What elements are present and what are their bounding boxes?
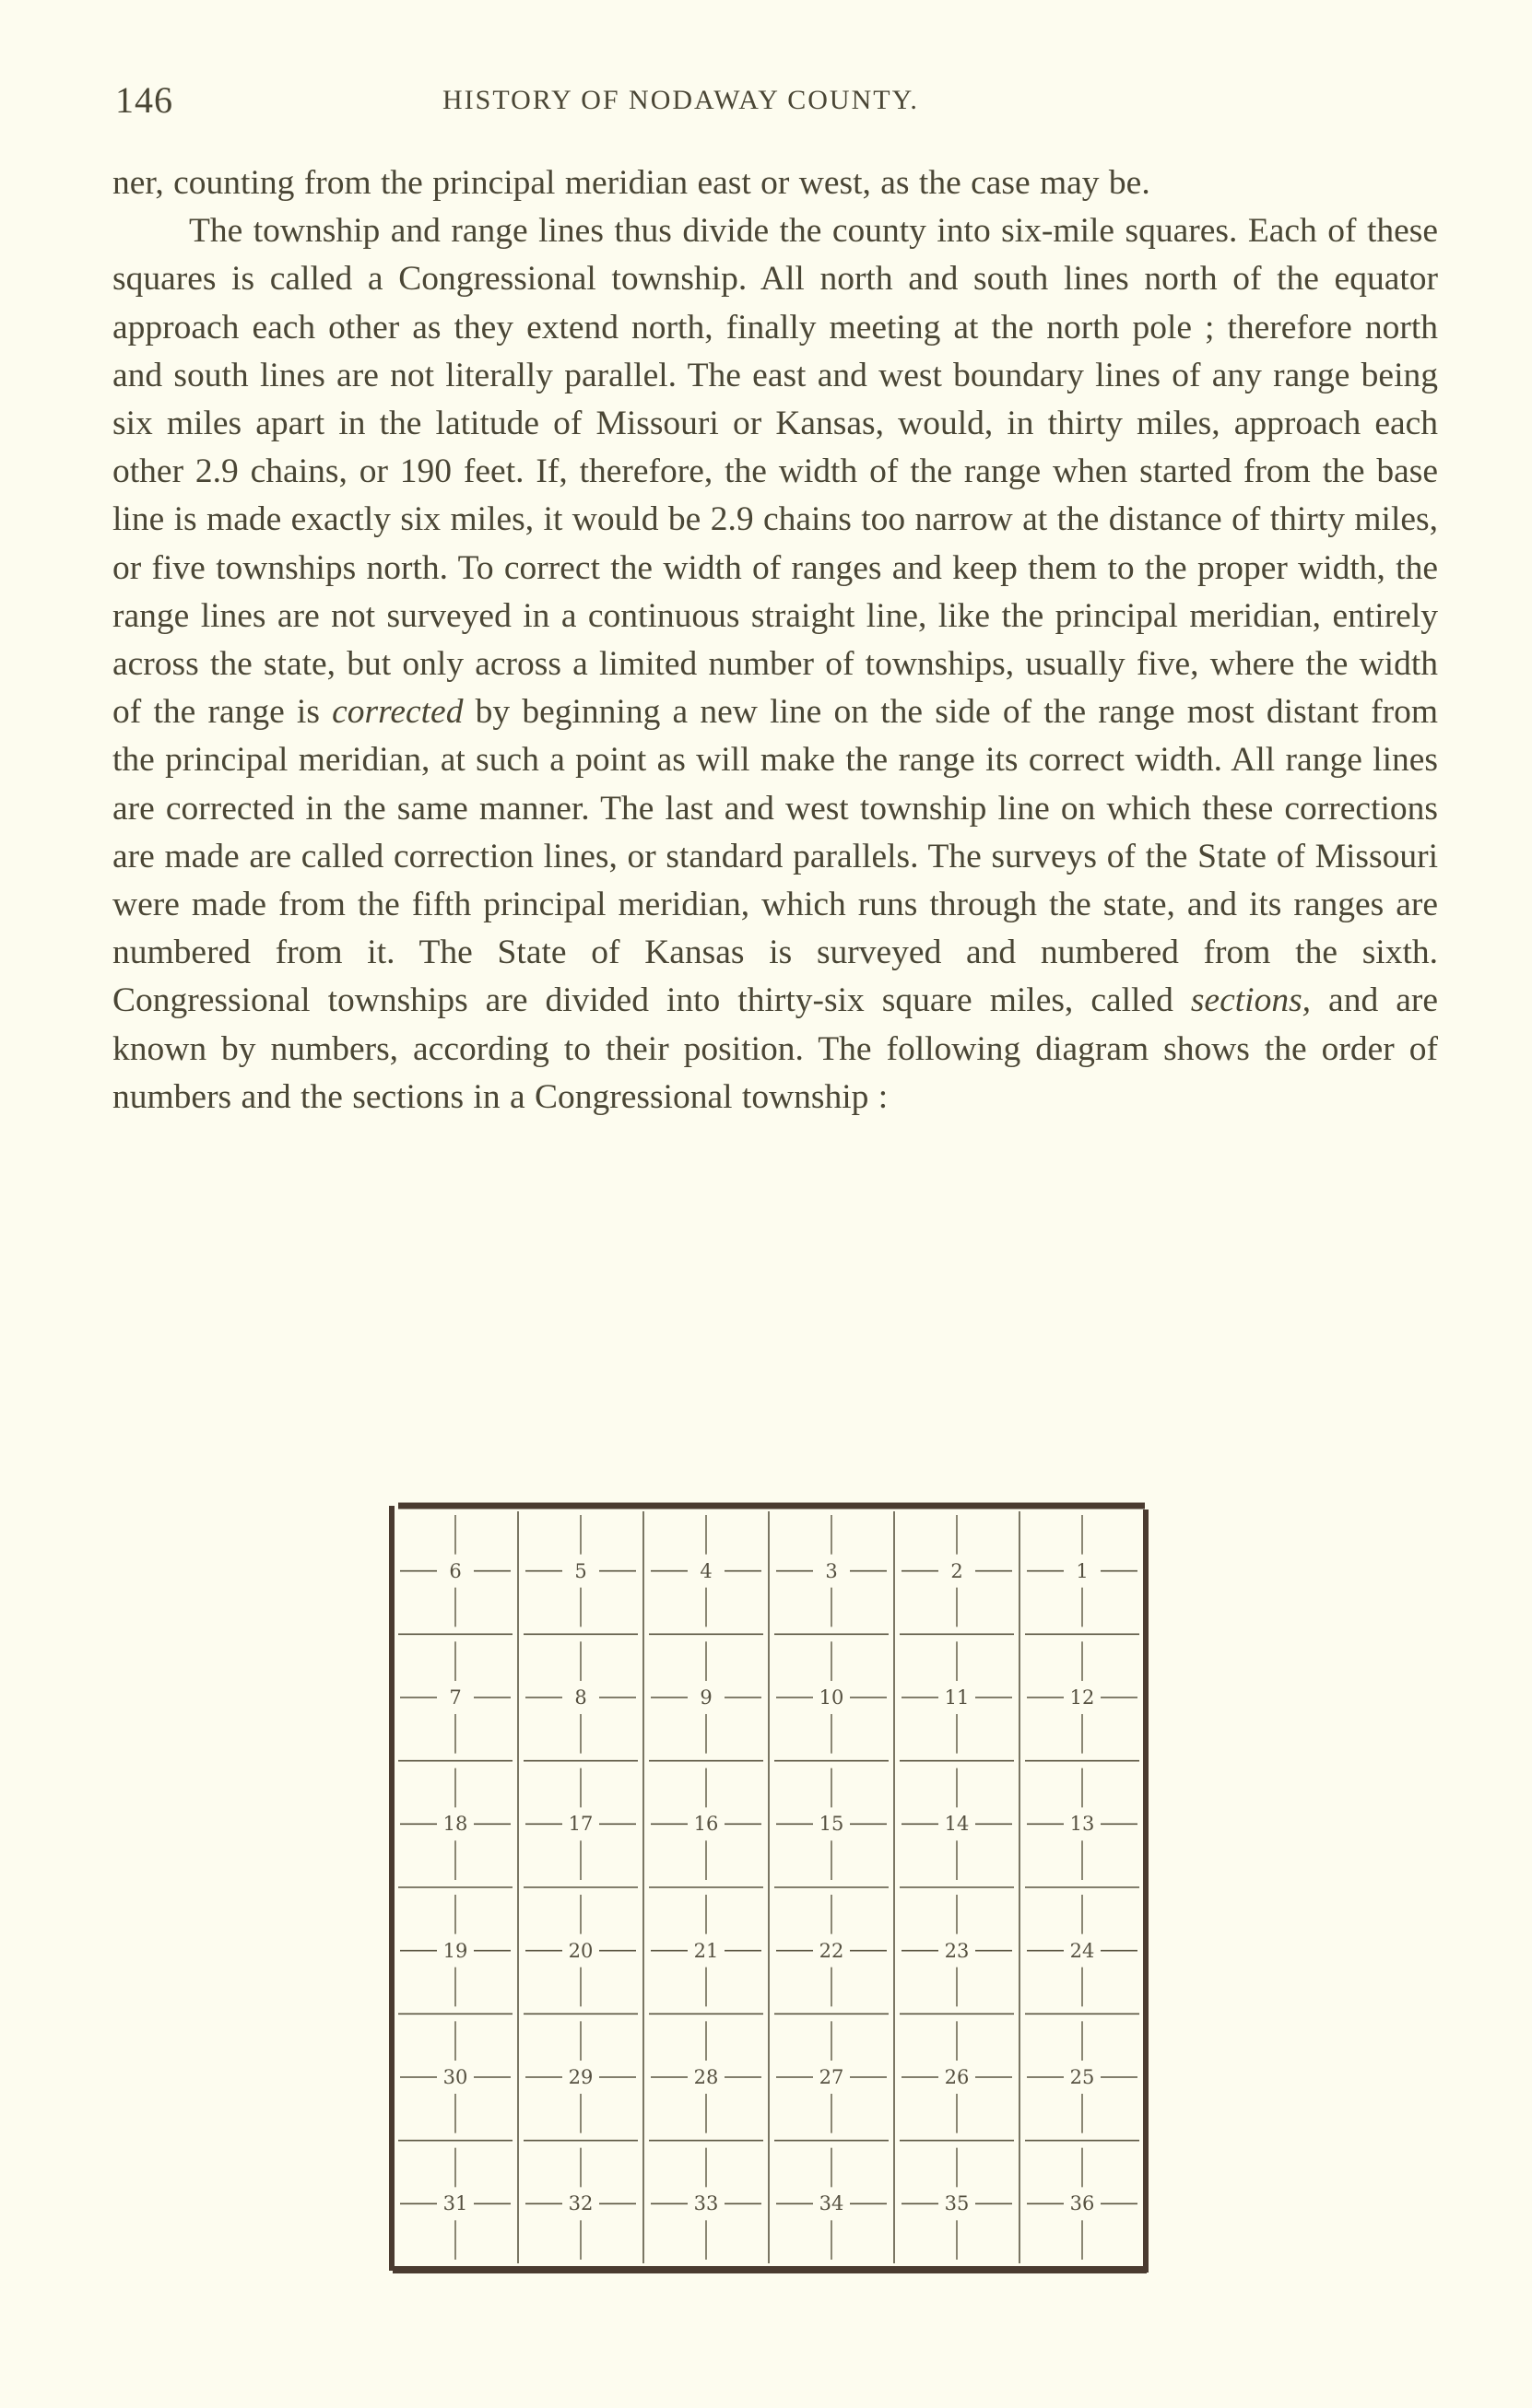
section-number: 8: [574, 1686, 587, 1709]
section-number: 22: [819, 1939, 844, 1962]
running-head: HISTORY OF NODAWAY COUNTY.: [442, 85, 919, 115]
section-number: 3: [825, 1559, 838, 1582]
section-number: 2: [950, 1559, 963, 1582]
township-section-diagram: [385, 1498, 1152, 2274]
section-number: 33: [693, 2192, 719, 2215]
section-number: 6: [449, 1559, 462, 1582]
section-number: 31: [442, 2192, 468, 2215]
section-number: 13: [1069, 1813, 1095, 1836]
section-number: 23: [944, 1939, 970, 1962]
section-number: 30: [442, 2066, 468, 2088]
italic-term-corrected: corrected: [332, 693, 464, 732]
section-number: 11: [944, 1686, 970, 1709]
section-number: 1: [1076, 1559, 1089, 1582]
section-number: 15: [819, 1813, 844, 1836]
section-number: 5: [574, 1559, 587, 1582]
section-number: 21: [693, 1939, 719, 1962]
section-number: 20: [568, 1939, 594, 1962]
section-number: 36: [1069, 2192, 1095, 2215]
paragraph-township-ranges: [112, 207, 1438, 1122]
section-number: 25: [1069, 2066, 1095, 2088]
text-run: The township and range lines thus divide the county into six-mile squares. Each of these squares is called a Congressional township. All north and south lines north of the equator approach each other as they extend north, finally meeting at the north pole ; therefore north and south lines are not literally parallel. The east and west boundary lines of any range being six miles apart in the latitude of Missouri or Kansas, would, in thirty miles, approach each other 2.9 chains, or 190 feet. If, therefore, the width of the range when started from the base line is made exactly six miles, it would be 2.9 chains too narrow at the distance of thirty miles, or five townships north. To correct the width of ranges and keep them to the proper width, the range lines are not surveyed in a continuous straight line, like the principal meridian, entirely across the state, but only across a limited number of townships, usually five, where the width of the range is: [112, 212, 1438, 732]
section-number: 14: [944, 1813, 970, 1836]
section-number: 7: [449, 1686, 462, 1709]
township-grid-lines: [385, 1498, 1152, 2274]
body-text: [112, 159, 1438, 1122]
section-number: 27: [819, 2066, 844, 2088]
section-number: 19: [442, 1939, 468, 1962]
section-number: 10: [819, 1686, 844, 1709]
section-number: 17: [568, 1813, 594, 1836]
section-number: 9: [700, 1686, 713, 1709]
italic-term-sections: sections,: [1190, 981, 1312, 1020]
section-number: 35: [944, 2192, 970, 2215]
section-number: 12: [1069, 1686, 1095, 1709]
page-number: 146: [115, 79, 173, 121]
section-number: 26: [944, 2066, 970, 2088]
section-number: 29: [568, 2066, 594, 2088]
section-number: 18: [442, 1813, 468, 1836]
section-number: 28: [693, 2066, 719, 2088]
text-run: and are known by numbers, according to their position. The following diagram shows the order of numbers and the sections in a Congressional township :: [112, 981, 1438, 1116]
section-number: 24: [1069, 1939, 1095, 1962]
paragraph-continuation: ner, counting from the principal meridian east or west, as the case may be.: [112, 164, 1150, 202]
text-run: by beginning a new line on the side of the range most distant from the principal meridian, at such a point as will make the range its correct width. All range lines are corrected in the same manner. The last and west township line on which these corrections are made are called correction lines, or standard parallels. The surveys of the State of Missouri were made from the fifth principal meridian, which runs through the state, and its ranges are numbered from it. The State of Kansas is surveyed and numbered from the sixth. Congressional townships are divided into thirty-six square miles, called: [112, 693, 1438, 1020]
section-number: 4: [700, 1559, 713, 1582]
section-number: 32: [568, 2192, 594, 2215]
section-number: 16: [693, 1813, 719, 1836]
section-number: 34: [819, 2192, 844, 2215]
